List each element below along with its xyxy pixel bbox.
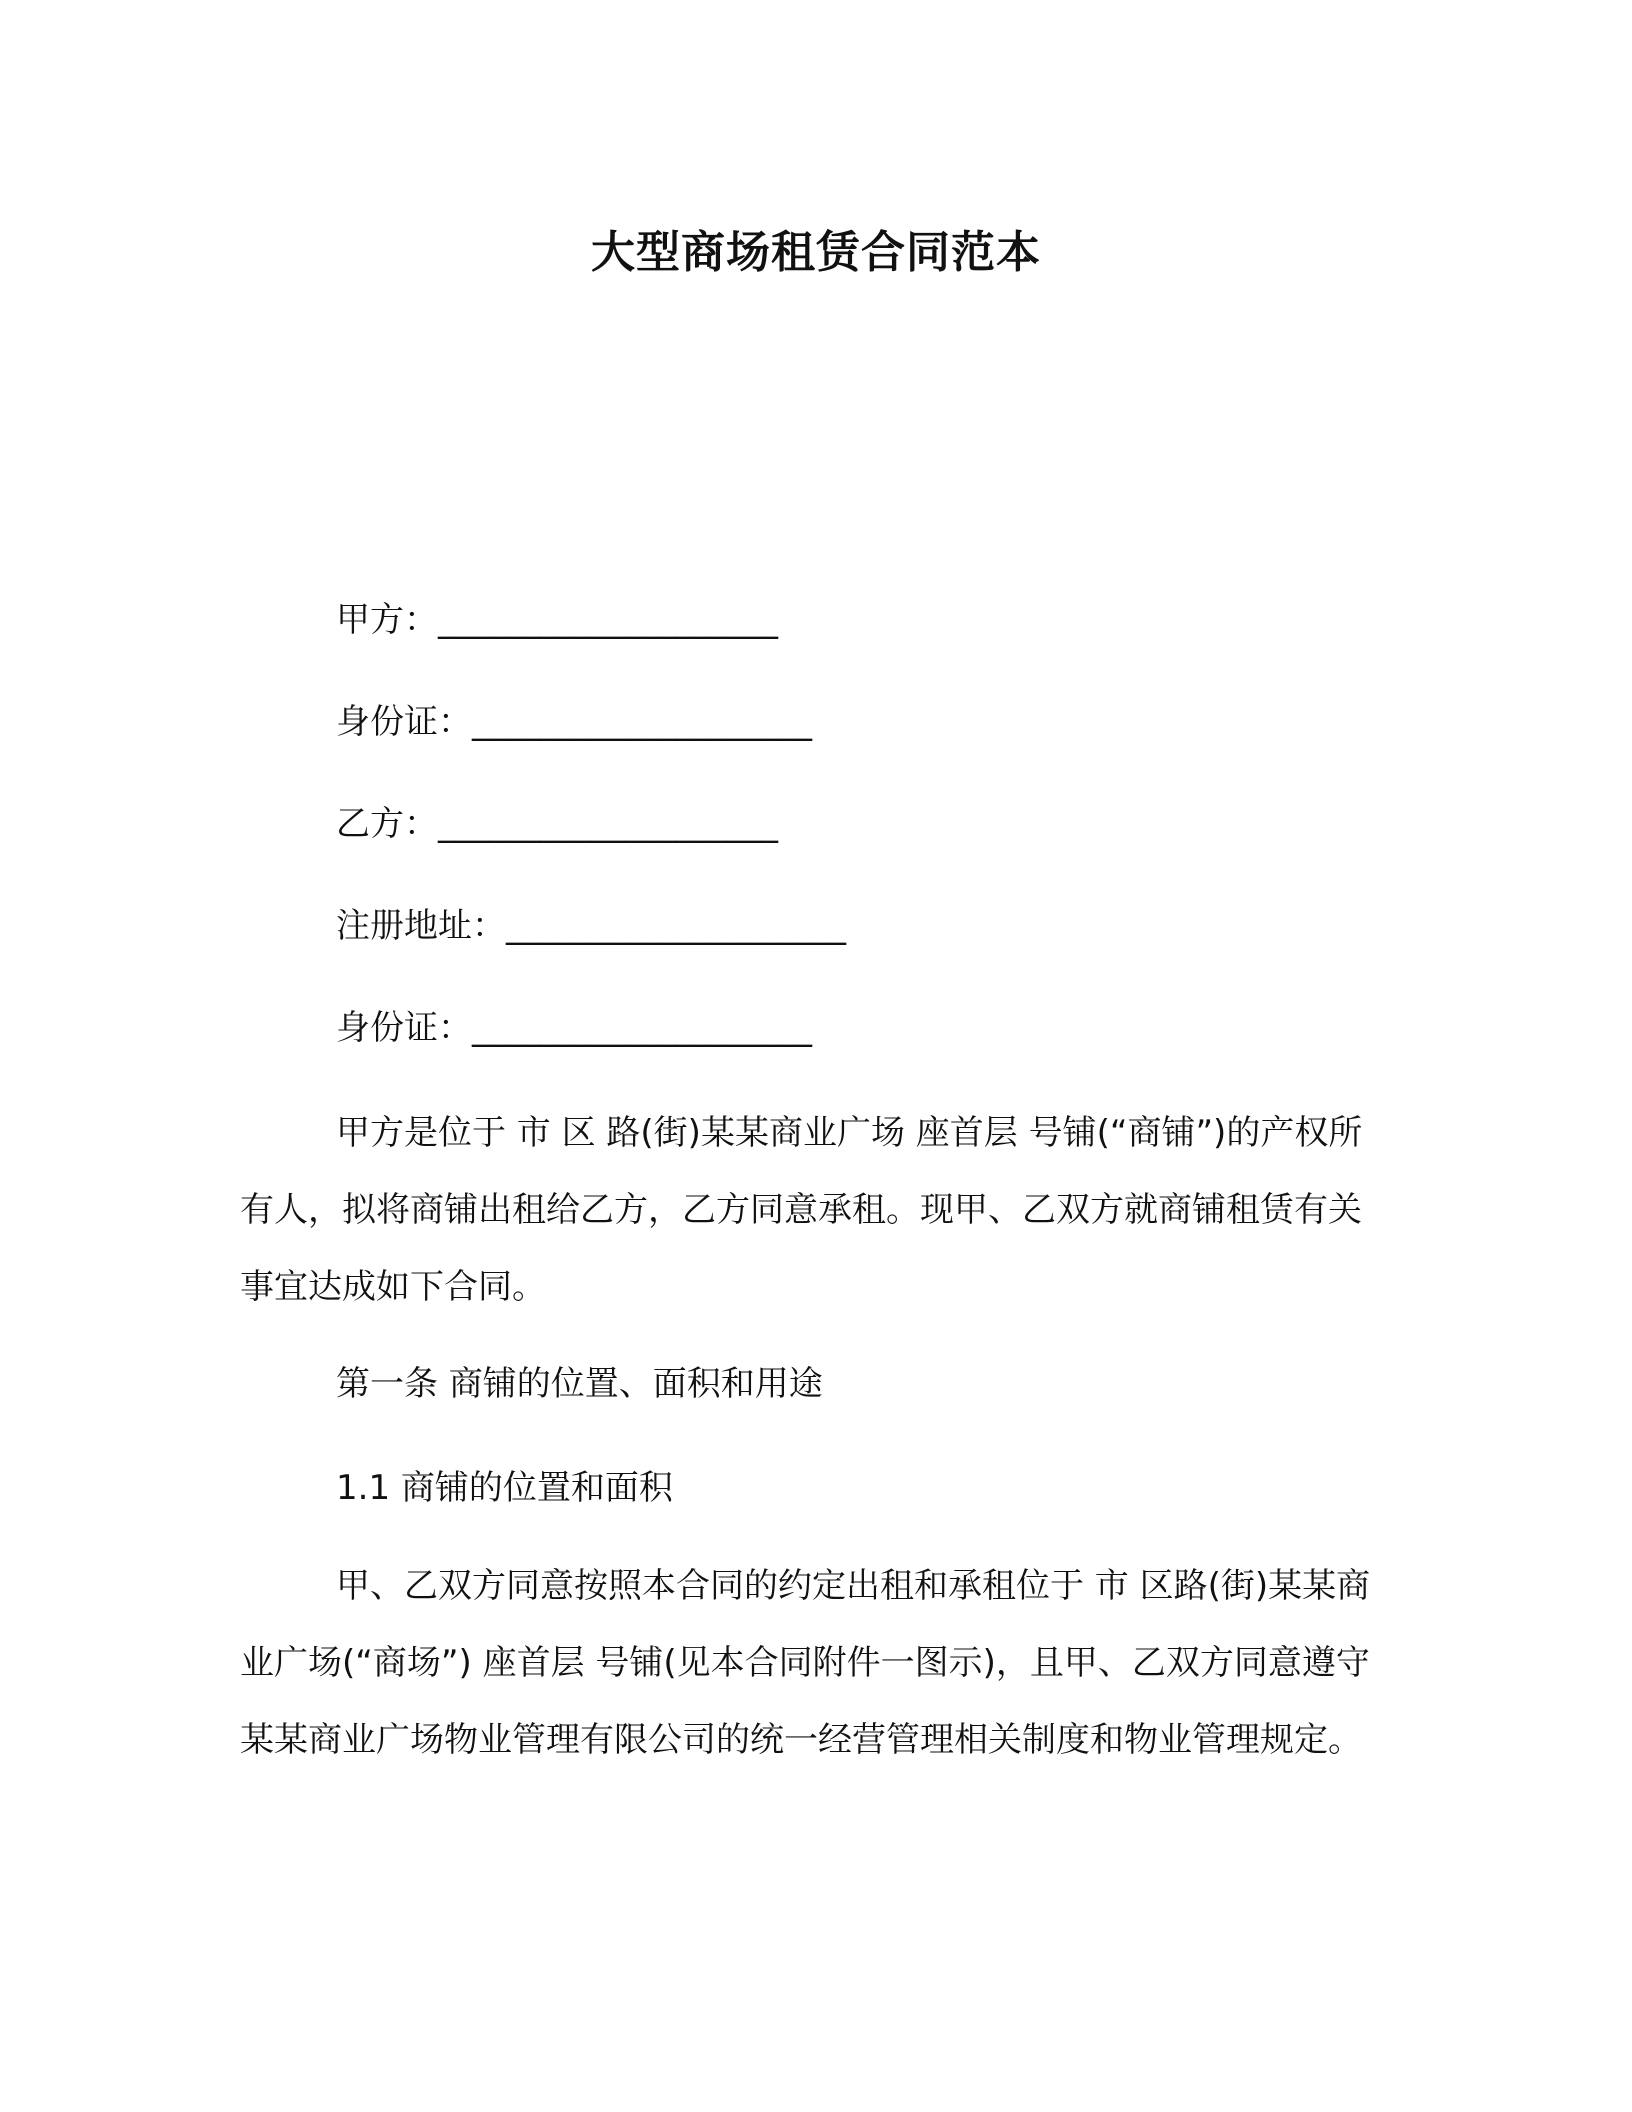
section-1-1-heading: 1.1 商铺的位置和面积 <box>336 1468 673 1508</box>
party-b-blank: ____________________ <box>438 804 778 844</box>
document-title: 大型商场租赁合同范本 <box>591 227 1041 278</box>
registered-address-label: 注册地址： <box>336 906 506 946</box>
party-a-id-label: 身份证： <box>336 702 472 742</box>
party-b-id-blank: ____________________ <box>472 1008 812 1048</box>
party-b-id-label: 身份证： <box>336 1008 472 1048</box>
intro-paragraph: 甲方是位于 市 区 路(街)某某商业广场 座首层 号铺(“商铺”)的产权所有人，拟将商铺出租给乙方，乙方同意承租。现甲、乙双方就商铺租赁有关事宜达成如下合同。 <box>240 1113 1363 1307</box>
party-a-blank: ____________________ <box>438 600 778 640</box>
party-b-id-field <box>336 1006 812 1050</box>
party-a-field <box>336 598 778 642</box>
party-b-label: 乙方： <box>336 804 438 844</box>
section-1-1-paragraph: 甲、乙双方同意按照本合同的约定出租和承租位于 市 区路(街)某某商业广场(“商场”) 座首层 号铺(见本合同附件一图示)，且甲、乙双方同意遵守某某商业广场物业管理有限公司的统一经营管理相关制度和物业管理规定。 <box>240 1566 1371 1760</box>
registered-address-field <box>336 904 846 948</box>
party-b-field <box>336 802 778 846</box>
party-a-label: 甲方： <box>336 600 438 640</box>
registered-address-blank: ____________________ <box>506 906 846 946</box>
party-a-id-field <box>336 700 812 744</box>
article-1-heading: 第一条 商铺的位置、面积和用途 <box>336 1364 823 1404</box>
party-a-id-blank: ____________________ <box>472 702 812 742</box>
